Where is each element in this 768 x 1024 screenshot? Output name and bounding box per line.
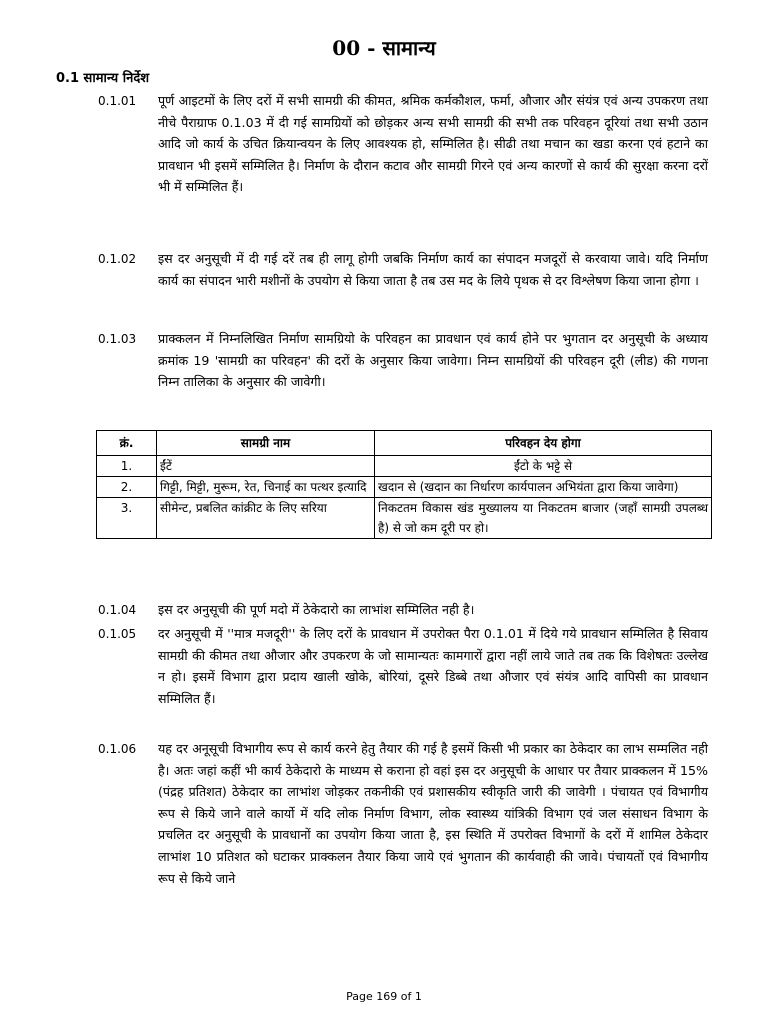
paragraph-number: 0.1.02 [98, 252, 137, 266]
transport-lead-table [96, 430, 712, 539]
paragraph-text: इस दर अनुसूची की पूर्ण मदो में ठेकेदारो का लाभांश सम्मिलित नही है। [158, 602, 475, 617]
cell-transport: ईंटो के भट्टे से [375, 456, 712, 477]
cell-material: सीमेन्ट, प्रबलित कांक्रीट के लिए सरिया [157, 498, 375, 539]
paragraph-number: 0.1.05 [98, 627, 137, 641]
cell-material: गिट्टी, मिट्टी, मुरूम, रेत, चिनाई का पत्थर इत्यादि [157, 477, 375, 498]
column-header-transport: परिवहन देय होगा [375, 431, 712, 456]
paragraph-text: इस दर अनुसूची में दी गई दरें तब ही लागू होगी जबकि निर्माण कार्य का संपादन मजदूरों से करवाया जावे। यदि निर्माण कार्य का संपादन भारी मशीनों के उपयोग से किया जाता है तब उस मद के लिये पृथक से दर विश्लेषण किया जाना होगा । [158, 251, 708, 288]
paragraph-number: 0.1.06 [98, 742, 137, 756]
column-header-serial: क्रं. [97, 431, 157, 456]
cell-serial: 2. [97, 477, 157, 498]
column-header-material: सामग्री नाम [157, 431, 375, 456]
section-heading: 0.1 सामान्य निर्देश [56, 71, 150, 86]
table-row [97, 477, 712, 498]
cell-transport: खदान से (खदान का निर्धारण कार्यपालन अभियंता द्वारा किया जावेगा) [375, 477, 712, 498]
paragraph-text: पूर्ण आइटमों के लिए दरों में सभी सामग्री की कीमत, श्रमिक कर्मकौशल, फर्मा, औजार और संयंत्र एवं अन्य उपकरण तथा नीचे पैराग्राफ 0.1.03 में दी गई सामग्रियों को छोड़कर अन्य सभी सामग्री की सभी तक परिवहन दूरियां तथा सभी उठान आदि जो कार्य के उचित क्रियान्वयन के लिए आवश्यक हो, सम्मिलित है। सीढी तथा मचान का खडा करना एवं हटाने का प्रावधान भी इसमें सम्मिलित है। निर्माण के दौरान कटाव और सामग्री गिरने एवं अन्य कारणों से कार्य की सुरक्षा करना दरों भी में सम्मिलित हैं। [158, 93, 708, 195]
paragraph-number: 0.1.03 [98, 332, 137, 346]
paragraph-text: यह दर अनूसूची विभागीय रूप से कार्य करने हेतु तैयार की गई है इसमें किसी भी प्रकार का ठेकेदार का लाभ सम्मलित नही है। अतः जहां कहीं भी कार्य ठेकेदारो के माध्यम से कराना हो वहां इस दर अनुसूची के आधार पर तैयार प्राक्कलन में 15% (पंद्रह प्रतिशत) ठेकेदार का लाभांश जोड़कर तकनीकी एवं प्रशासकीय स्वीकृति जारी की जावेगी । पंचायत एवं विभागीय रूप से किये जाने वाले कार्यो में यदि लोक निर्माण विभाग, लोक स्वास्थ्य यांत्रिकी विभाग एवं जल संसाधन विभाग के प्रचलित दर अनुसूची के प्रावधानों का उपयोग किया जाता है, इस स्थिति में उपरोक्त विभागों के दरों में शामिल ठेकेदार लाभांश 10 प्रतिशत को घटाकर प्राक्कलन तैयार किया जाये एवं भुगतान की कार्यवाही की जावे। पंचायतों एवं विभागीय रूप से किये जाने [158, 741, 708, 886]
paragraph-text: प्राक्कलन में निम्नलिखित निर्माण सामग्रियो के परिवहन का प्रावधान एवं कार्य होने पर भुगतान दर अनुसूची के अध्याय क्रमांक 19 'सामग्री का परिवहन' की दरों के अनुसार किया जावेगा। निम्न सामग्रियों की परिवहन दूरी (लीड) की गणना निम्न तालिका के अनुसार की जावेगी। [158, 331, 708, 390]
paragraph-number: 0.1.04 [98, 603, 137, 617]
table-row [97, 498, 712, 539]
page-title: 00 - सामान्य [332, 36, 436, 60]
cell-transport: निकटतम विकास खंड मुख्यालय या निकटतम बाजार (जहॉं सामग्री उपलब्ध है) से जो कम दूरी पर हो। [375, 498, 712, 539]
paragraph-number: 0.1.01 [98, 94, 137, 108]
table-row [97, 456, 712, 477]
page-footer: Page 169 of 1 [346, 990, 422, 1003]
cell-serial: 1. [97, 456, 157, 477]
table-header-row [97, 431, 712, 456]
cell-serial: 3. [97, 498, 157, 539]
cell-material: ईंटें [157, 456, 375, 477]
paragraph-text: दर अनुसूची में ''मात्र मजदूरी'' के लिए दरों के प्रावधान में उपरोक्त पैरा 0.1.01 में दिये गये प्रावधान सम्मिलित है सिवाय सामग्री की कीमत तथा औजार और उपकरण के जो सामान्यतः कामगारों द्वारा नहीं लाये जाते तब तक कि विशेषतः उल्लेख न हो। इसमें विभाग द्वारा प्रदाय खाली खोके, बोरियां, दूसरे डिब्बे तथा औजार एवं संयंत्र आदि वापिसी का प्रावधान सम्मिलित हैं। [158, 626, 708, 706]
